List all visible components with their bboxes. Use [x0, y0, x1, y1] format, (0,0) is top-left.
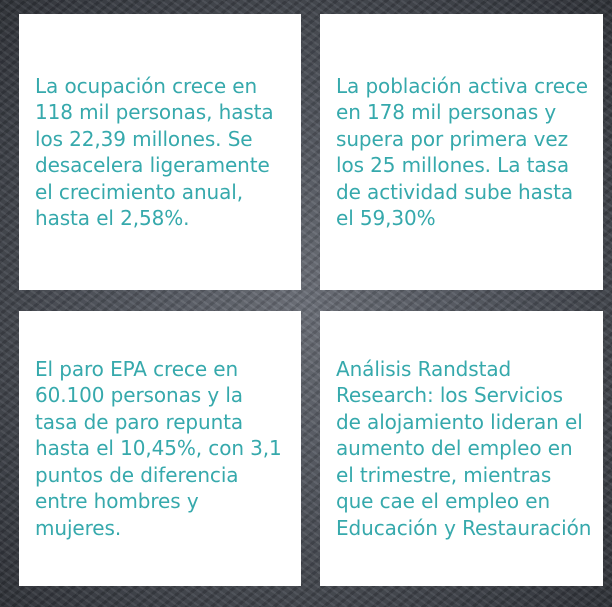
info-card-ocupacion [19, 14, 301, 290]
card-text: Análisis Randstad Research: los Servicios de alojamiento lideran el aumento del empleo en el trimestre, mientras que cae el empleo en Educación y Restauración [336, 356, 592, 540]
card-text: El paro EPA crece en 60.100 personas y la tasa de paro repunta hasta el 10,45%, con 3,1 puntos de diferencia entre hombres y mujeres. [35, 356, 282, 540]
card-text: La ocupación crece en 118 mil personas, hasta los 22,39 millones. Se desacelera ligeramente el crecimiento anual, hasta el 2,58%. [35, 73, 274, 230]
info-card-analisis [320, 311, 603, 586]
info-card-paro [19, 311, 301, 586]
card-text: La población activa crece en 178 mil personas y supera por primera vez los 25 millones. La tasa de actividad sube hasta el 59,30% [336, 73, 589, 230]
info-card-poblacion-activa [320, 14, 603, 290]
